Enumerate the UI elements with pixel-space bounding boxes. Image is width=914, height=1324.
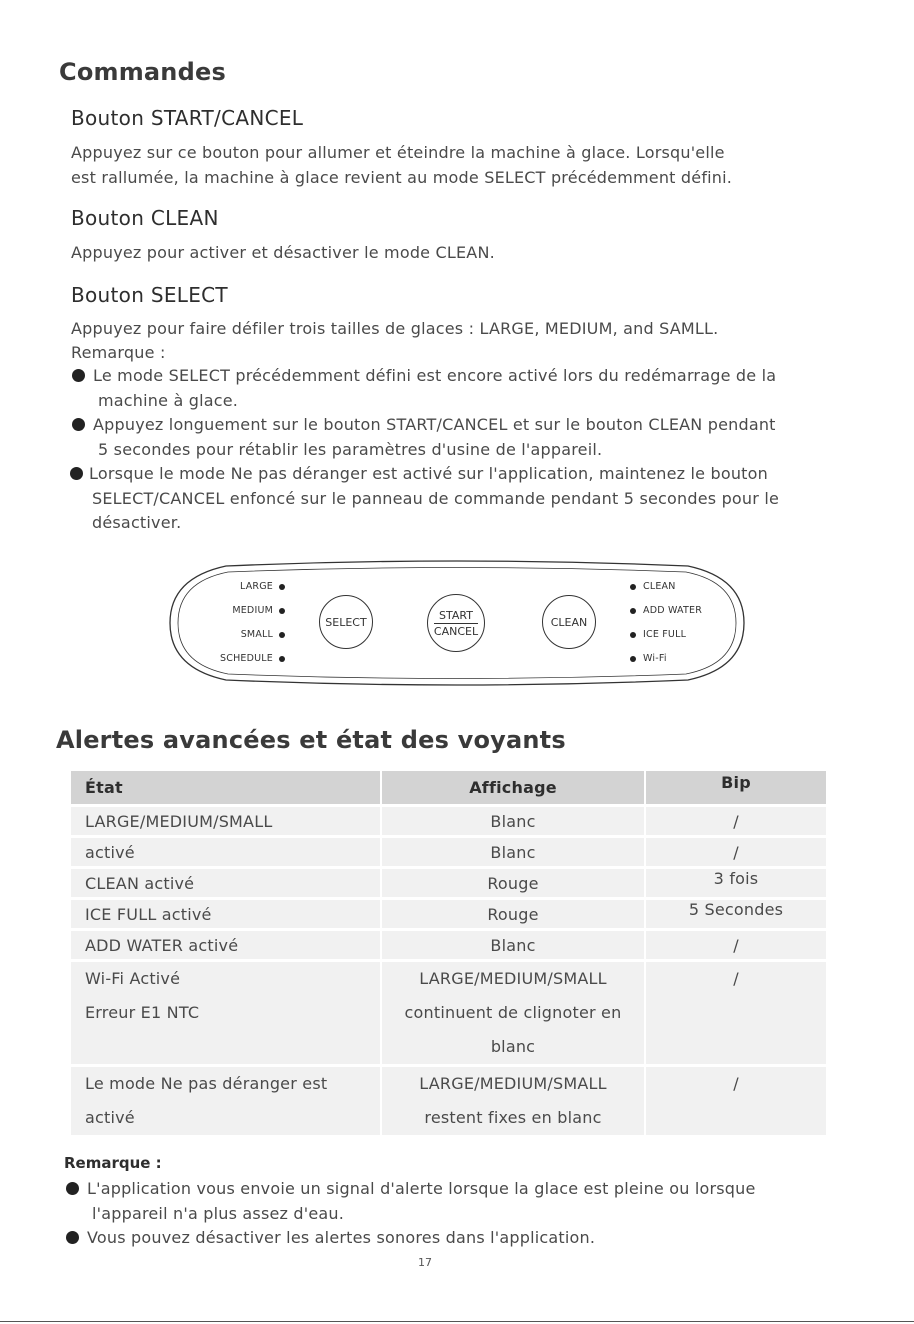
panel-label-medium: MEDIUM [232, 605, 273, 616]
remark-bullet-2 [66, 1226, 595, 1251]
cell-line: Wi-Fi Activé [85, 969, 181, 988]
cell-etat: CLEAN activé [71, 866, 380, 897]
cell-etat: ICE FULL activé [71, 897, 380, 928]
page-number: 17 [418, 1256, 432, 1269]
heading-clean: Bouton CLEAN [71, 206, 219, 230]
cell-etat: LARGE/MEDIUM/SMALL [71, 804, 380, 835]
panel-label-schedule: SCHEDULE [220, 653, 273, 664]
clean-button[interactable]: CLEAN [542, 595, 596, 649]
cell-line: LARGE/MEDIUM/SMALL [419, 969, 607, 988]
cell-bip: / [644, 928, 826, 959]
select-description: Appuyez pour faire défiler trois tailles de glaces : LARGE, MEDIUM, and SAMLL. [71, 319, 719, 338]
bullet-dot-icon [66, 1182, 79, 1195]
cancel-label: CANCEL [433, 624, 479, 638]
indicator-schedule-icon [279, 656, 285, 662]
indicator-clean-icon [630, 584, 636, 590]
cell-etat: ADD WATER activé [71, 928, 380, 959]
header-etat: État [71, 771, 380, 804]
remark-bullet-1 [66, 1177, 756, 1226]
bullet-text-cont: machine à glace. [98, 390, 239, 410]
cell-bip: / [644, 1064, 826, 1135]
indicator-medium-icon [279, 608, 285, 614]
table-row [71, 959, 826, 1064]
cell-bip: 5 Secondes [644, 897, 826, 928]
divider [434, 623, 478, 624]
bullet-text-cont: 5 secondes pour rétablir les paramètres d'usine de l'appareil. [98, 439, 603, 459]
cell-line: activé [85, 1108, 135, 1127]
table-row [71, 897, 826, 928]
cell-line: Le mode Ne pas déranger est [85, 1074, 328, 1093]
header-bip: Bip [644, 771, 826, 804]
panel-label-small: SMALL [240, 629, 273, 640]
bullet-dot-icon [72, 418, 85, 431]
bullet-text: Vous pouvez désactiver les alertes sonores dans l'application. [87, 1228, 596, 1247]
bullet-text-cont: SELECT/CANCEL enfoncé sur le panneau de commande pendant 5 secondes pour le [92, 488, 780, 508]
indicator-wifi-icon [630, 656, 636, 662]
table-row [71, 928, 826, 959]
cell-affichage: Rouge [380, 897, 644, 928]
cell-etat: activé [71, 835, 380, 866]
cell-line: continuent de clignoter en [404, 1003, 622, 1022]
bullet-dot-icon [70, 467, 83, 480]
bullet-text: Le mode SELECT précédemment défini est encore activé lors du redémarrage de la [93, 366, 777, 385]
indicator-large-icon [279, 584, 285, 590]
panel-label-wifi: Wi-Fi [643, 653, 667, 664]
indicator-add-water-icon [630, 608, 636, 614]
clean-description: Appuyez pour activer et désactiver le mode CLEAN. [71, 243, 495, 262]
cell-line: Erreur E1 NTC [85, 1003, 200, 1022]
cell-bip: / [644, 959, 826, 1064]
panel-label-add-water: ADD WATER [643, 605, 702, 616]
header-affichage: Affichage [380, 771, 644, 804]
control-panel-diagram [166, 558, 748, 688]
cell-etat [71, 959, 380, 1064]
bullet-dot-icon [66, 1231, 79, 1244]
bullet-dot-icon [72, 369, 85, 382]
cell-line: blanc [490, 1037, 536, 1056]
cell-bip: 3 fois [644, 866, 826, 897]
footer-divider [0, 1321, 914, 1322]
cell-affichage [380, 959, 644, 1064]
table-row [71, 804, 826, 835]
start-cancel-line-2: est rallumée, la machine à glace revient au mode SELECT précédemment défini. [71, 168, 733, 187]
select-remark-label: Remarque : [71, 343, 166, 362]
cell-affichage: Blanc [380, 804, 644, 835]
table-row [71, 866, 826, 897]
cell-affichage: Blanc [380, 928, 644, 959]
table-row [71, 835, 826, 866]
panel-label-clean: CLEAN [643, 581, 676, 592]
heading-select: Bouton SELECT [71, 283, 228, 307]
cell-line: LARGE/MEDIUM/SMALL [419, 1074, 607, 1093]
cell-etat [71, 1064, 380, 1135]
cell-affichage: Blanc [380, 835, 644, 866]
start-cancel-line-1: Appuyez sur ce bouton pour allumer et éteindre la machine à glace. Lorsqu'elle [71, 143, 725, 162]
table-row [71, 1064, 826, 1135]
start-cancel-description [71, 140, 732, 190]
bullet-text-cont: désactiver. [92, 513, 182, 532]
section-title-commandes: Commandes [59, 58, 226, 86]
cell-bip: / [644, 835, 826, 866]
cell-line: restent fixes en blanc [424, 1108, 602, 1127]
select-bullet-2 [72, 413, 776, 462]
indicator-small-icon [279, 632, 285, 638]
section-title-alertes: Alertes avancées et état des voyants [56, 726, 566, 754]
status-table [71, 771, 826, 1135]
select-bullet-1 [72, 364, 776, 413]
bullet-text-cont: l'appareil n'a plus assez d'eau. [92, 1203, 345, 1223]
panel-label-large: LARGE [240, 581, 273, 592]
table-header-row [71, 771, 826, 804]
select-bullet-3 [70, 462, 779, 536]
indicator-ice-full-icon [630, 632, 636, 638]
bullet-text: Appuyez longuement sur le bouton START/CANCEL et sur le bouton CLEAN pendant [93, 415, 776, 434]
cell-affichage [380, 1064, 644, 1135]
panel-label-ice-full: ICE FULL [643, 629, 687, 640]
start-cancel-button[interactable] [427, 594, 485, 652]
bullet-text: L'application vous envoie un signal d'alerte lorsque la glace est pleine ou lorsque [87, 1179, 756, 1198]
remarque-title: Remarque : [64, 1154, 162, 1172]
start-label: START [439, 608, 473, 622]
cell-affichage: Rouge [380, 866, 644, 897]
select-button[interactable]: SELECT [319, 595, 373, 649]
bullet-text: Lorsque le mode Ne pas déranger est activé sur l'application, maintenez le bouton [89, 464, 768, 483]
cell-bip: / [644, 804, 826, 835]
heading-start-cancel: Bouton START/CANCEL [71, 106, 304, 130]
